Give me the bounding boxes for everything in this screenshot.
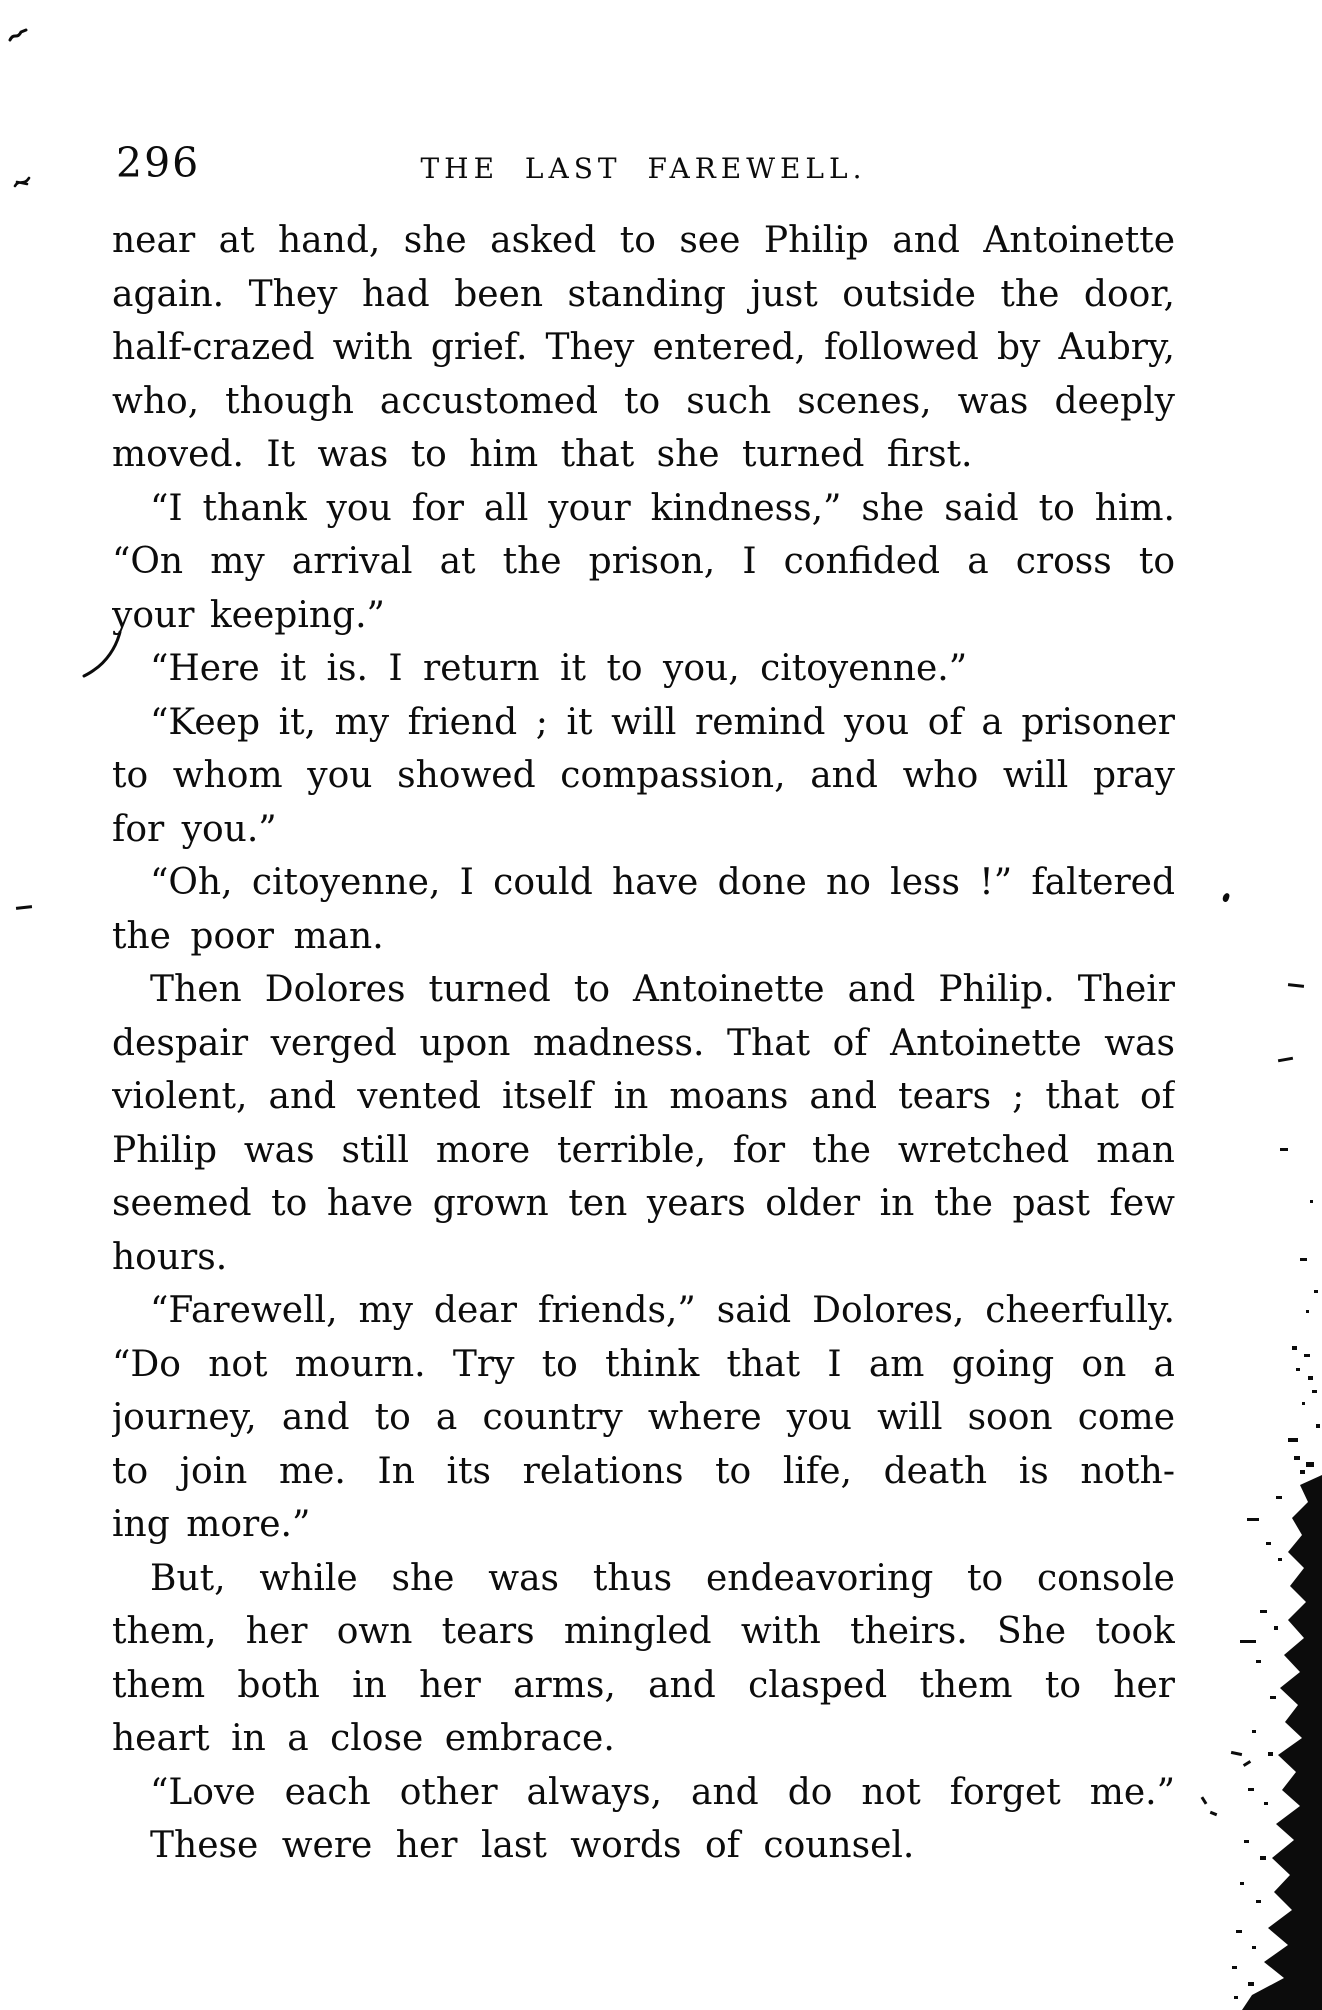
text-lines — [112, 214, 1175, 1873]
text-line: Then Dolores turned to Antoinette and Philip. Their — [150, 969, 1175, 1010]
ink-speck — [8, 27, 30, 43]
ink-speck — [1288, 983, 1304, 988]
text-line: “I thank you for all your kindness,” she said to him. — [150, 487, 1175, 529]
ink-speck — [13, 175, 33, 189]
text-line: “Do not mourn. Try to think that I am going on a — [112, 1343, 1175, 1385]
scan-edge-artifact — [1230, 1140, 1322, 2010]
text-line: “On my arrival at the prison, I confided a cross to — [112, 541, 1175, 582]
text-line: them both in her arms, and clasped them to her — [112, 1664, 1175, 1706]
text-line: who, though accustomed to such scenes, was deeply — [112, 380, 1175, 422]
text-line: them, her own tears mingled with theirs. She took — [112, 1611, 1175, 1652]
text-line: heart in a close embrace. — [112, 1718, 615, 1759]
text-line: to whom you showed compassion, and who will pray — [112, 755, 1175, 796]
text-line: But, while she was thus endeavoring to console — [150, 1557, 1175, 1599]
text-line: “Farewell, my dear friends,” said Dolores, cheerfully. — [150, 1290, 1175, 1331]
ink-speck — [1222, 892, 1230, 902]
running-head: THE LAST FAREWELL. — [420, 152, 867, 185]
ink-speck — [1278, 1057, 1293, 1063]
text-line: again. They had been standing just outside the door, — [112, 273, 1175, 315]
text-line: “Here it is. I return it to you, citoyenne.” — [150, 648, 968, 689]
text-line: moved. It was to him that she turned first. — [112, 434, 973, 475]
text-line: Philip was still more terrible, for the wretched man — [112, 1129, 1175, 1171]
ink-speck — [1210, 1811, 1218, 1816]
pen-flourish-artifact — [82, 628, 126, 680]
text-line: half-crazed with grief. They entered, followed by Aubry, — [112, 327, 1175, 368]
text-line: despair verged upon madness. That of Antoinette was — [112, 1022, 1175, 1064]
text-line: seemed to have grown ten years older in the past few — [112, 1183, 1175, 1224]
text-line: near at hand, she asked to see Philip and Antoinette — [112, 220, 1175, 261]
text-line: journey, and to a country where you will soon come — [112, 1397, 1175, 1438]
ink-speck — [16, 905, 32, 910]
text-line: These were her last words of counsel. — [150, 1825, 915, 1866]
text-line: your keeping.” — [112, 594, 385, 636]
text-line: ing more.” — [112, 1504, 311, 1545]
text-line: “Keep it, my friend ; it will remind you of a prisoner — [150, 701, 1175, 743]
page-number: 296 — [116, 139, 201, 187]
text-line: to join me. In its relations to life, death is noth- — [112, 1450, 1175, 1492]
text-line: violent, and vented itself in moans and tears ; that of — [112, 1076, 1175, 1117]
ink-speck — [1201, 1796, 1208, 1804]
text-line: the poor man. — [112, 915, 384, 957]
text-line: “Love each other always, and do not forget me.” — [150, 1771, 1175, 1813]
text-line: “Oh, citoyenne, I could have done no less !” faltered — [150, 862, 1175, 903]
text-line: hours. — [112, 1236, 228, 1278]
text-line: for you.” — [112, 808, 277, 850]
